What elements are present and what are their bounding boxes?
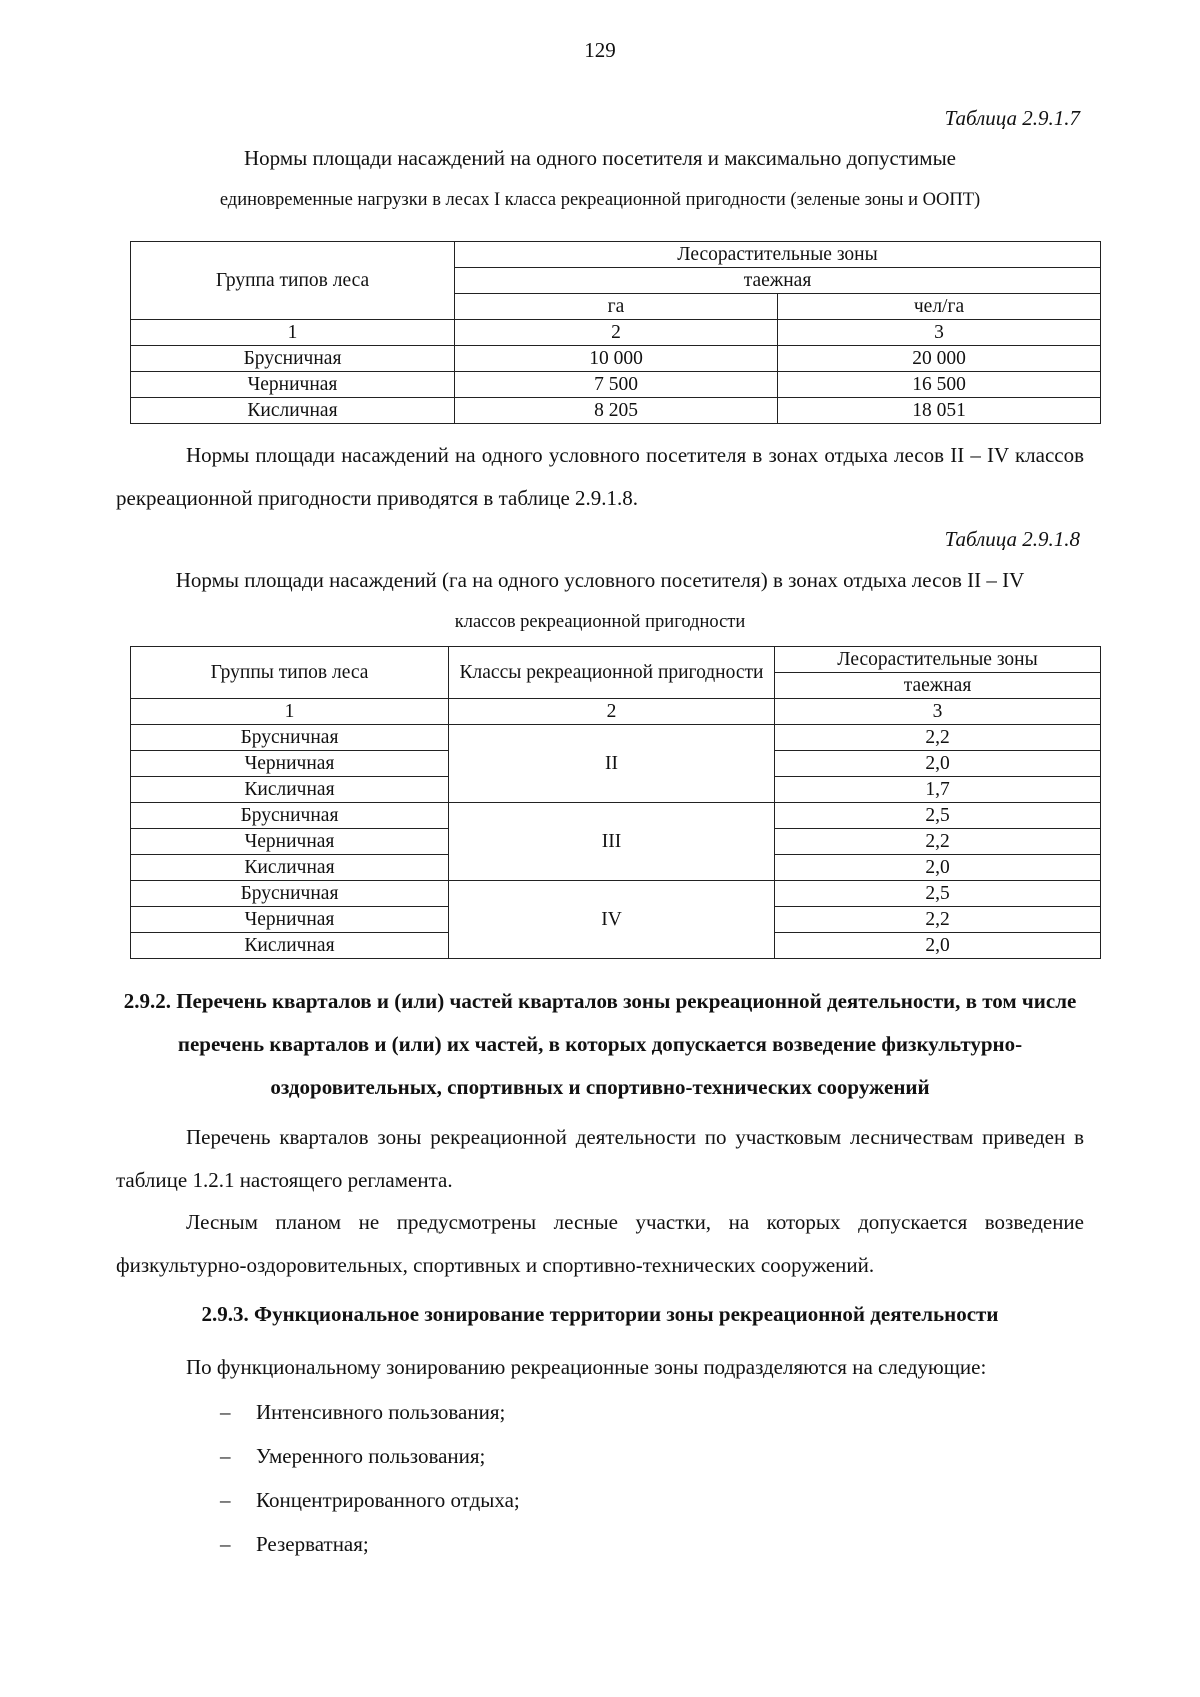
list-item [220,1524,369,1564]
body-paragraph: Перечень кварталов зоны рекреационной деятельности по участковым лесничествам приведен в таблице 1.2.1 настоящего регламента. [116,1125,1084,1192]
list-item-text: Резерватная; [256,1532,369,1556]
header-taiga: таежная [455,268,1101,294]
table-row [131,372,1101,398]
header-zones: Лесорастительные зоны [455,242,1101,268]
forest-group-cell: Брусничная [131,803,449,829]
value-cell: 2,0 [775,933,1101,959]
caption-line: классов рекреационной пригодности [454,612,746,632]
list-dash: – [220,1444,231,1468]
people-cell: 16 500 [778,372,1101,398]
forest-group-cell: Кисличная [131,933,449,959]
forest-group-cell: Кисличная [131,777,449,803]
forest-group-cell: Брусничная [131,881,449,907]
column-number: 2 [455,320,778,346]
column-number: 3 [775,699,1101,725]
table-row [131,346,1101,372]
table-row [131,725,1101,751]
forest-group-cell: Черничная [131,829,449,855]
forest-group-cell: Черничная [131,372,455,398]
ha-cell: 8 205 [455,398,778,424]
forest-norms-table [130,241,1101,424]
column-number: 2 [449,699,775,725]
ha-cell: 7 500 [455,372,778,398]
column-number: 3 [778,320,1101,346]
class-cell: III [449,803,775,881]
list-item-text: Умеренного пользования; [256,1444,486,1468]
header-classes: Классы рекреационной пригодности [449,647,775,699]
list-dash: – [220,1400,231,1424]
people-cell: 18 051 [778,398,1101,424]
list-item-text: Интенсивного пользования; [256,1400,506,1424]
value-cell: 2,2 [775,725,1101,751]
section-heading: 2.9.3. Функциональное зонирование территории зоны рекреационной деятельности [201,1302,999,1326]
value-cell: 2,5 [775,881,1101,907]
forest-group-cell: Брусничная [131,346,455,372]
header-zones: Лесорастительные зоны [775,647,1101,673]
value-cell: 2,0 [775,751,1101,777]
ha-cell: 10 000 [455,346,778,372]
list-item [220,1480,520,1520]
table-row [131,398,1101,424]
recreation-norms-table [130,646,1101,959]
value-cell: 1,7 [775,777,1101,803]
value-cell: 2,0 [775,855,1101,881]
class-cell: II [449,725,775,803]
list-dash: – [220,1488,231,1512]
forest-group-cell: Черничная [131,751,449,777]
caption-line: Нормы площади насаждений на одного посетителя и максимально допустимые [243,146,956,170]
header-ha: га [455,294,778,320]
header-taiga: таежная [775,673,1101,699]
table-row [131,803,1101,829]
column-number: 1 [131,699,449,725]
table-caption [118,137,1082,221]
table-caption [118,559,1082,643]
value-cell: 2,2 [775,907,1101,933]
table-label: Таблица 2.9.1.7 [944,106,1080,130]
forest-group-cell: Кисличная [131,398,455,424]
body-paragraph: Нормы площади насаждений на одного условного посетителя в зонах отдыха лесов II – IV классов рекреационной пригодности приводятся в таблице 2.9.1.8. [116,443,1084,510]
body-paragraph: По функциональному зонированию рекреационные зоны подразделяются на следующие: [186,1355,987,1379]
forest-group-cell: Черничная [131,907,449,933]
people-cell: 20 000 [778,346,1101,372]
page-number: 129 [584,38,616,62]
list-dash: – [220,1532,231,1556]
list-item [220,1436,485,1476]
caption-line: единовременные нагрузки в лесах I класса рекреационной пригодности (зеленые зоны и ООПТ) [219,190,981,210]
column-number: 1 [131,320,455,346]
list-item-text: Концентрированного отдыха; [256,1488,520,1512]
table-row [131,881,1101,907]
header-forest-group: Группа типов леса [131,242,455,320]
forest-group-cell: Брусничная [131,725,449,751]
caption-line: Нормы площади насаждений (га на одного условного посетителя) в зонах отдыха лесов II – IV [175,568,1025,592]
value-cell: 2,5 [775,803,1101,829]
section-heading: 2.9.2. Перечень кварталов и (или) частей кварталов зоны рекреационной деятельности, в том числе перечень кварталов и (или) их частей, в которых допускается возведение физкультурно-оздоровительных, спортивных и спортивно-технических сооружений [123,989,1077,1099]
forest-group-cell: Кисличная [131,855,449,881]
value-cell: 2,2 [775,829,1101,855]
body-paragraph: Лесным планом не предусмотрены лесные участки, на которых допускается возведение физкультурно-оздоровительных, спортивных и спортивно-технических сооружений. [116,1210,1084,1277]
list-item [220,1392,505,1432]
header-forest-groups: Группы типов леса [131,647,449,699]
header-people-per-ha: чел/га [778,294,1101,320]
table-label: Таблица 2.9.1.8 [944,527,1080,551]
class-cell: IV [449,881,775,959]
